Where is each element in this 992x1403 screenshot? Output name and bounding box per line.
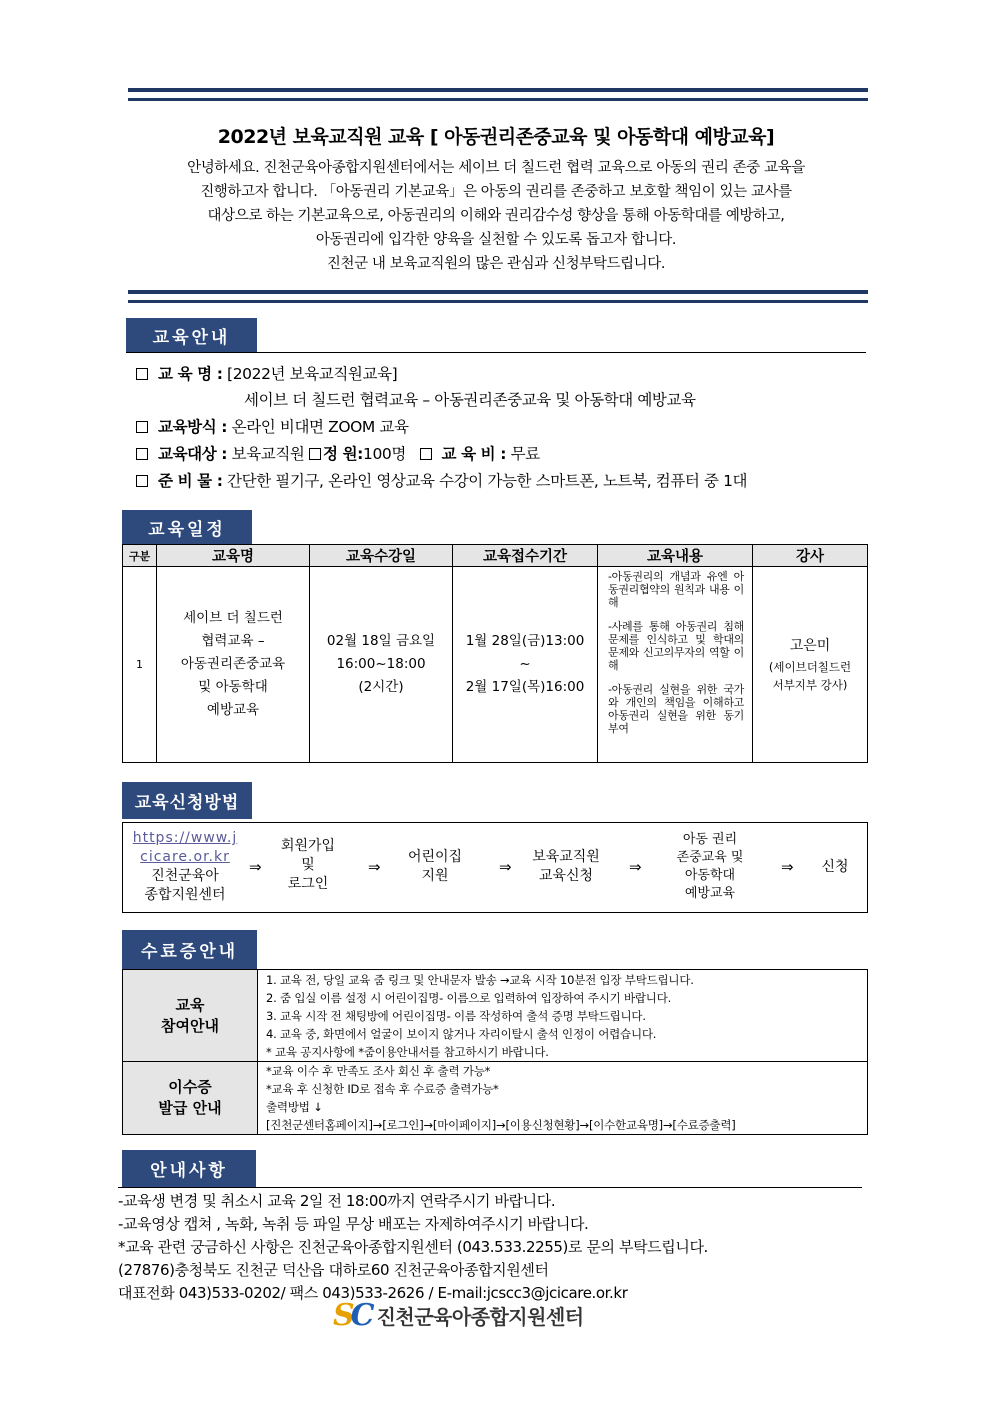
cell-line: 1월 28일(금)13:00: [465, 633, 585, 649]
table-header: 강사: [753, 545, 868, 567]
flow-text: 어린이집: [407, 849, 463, 865]
cell-teacher: [753, 567, 868, 763]
info-label: 교 육 명 :: [158, 365, 223, 383]
label-line: 이수증: [168, 1078, 212, 1096]
center-logo: [333, 1298, 584, 1333]
section-underline: [126, 352, 866, 353]
info-prep: [136, 469, 747, 491]
cell-line: 2월 17일(목)16:00: [465, 679, 585, 695]
flow-step-2: [395, 848, 475, 886]
info-label: 교육방식 :: [158, 418, 228, 436]
cell-line: 16:00~18:00: [336, 656, 426, 672]
cell-period: [453, 567, 598, 763]
info-value: 세이브 더 칠드런 협력교육 – 아동권리존중교육 및 아동학대 예방교육: [244, 391, 696, 409]
arrow-icon: ⇒: [368, 858, 381, 876]
info-label: 준 비 물 :: [158, 472, 223, 490]
flow-text: 진천군육아: [151, 868, 219, 884]
flow-text: 보육교직원: [532, 849, 600, 865]
section-underline: [118, 1187, 862, 1188]
intro-line: 아동권리에 입각한 양육을 실천할 수 있도록 돕고자 합니다.: [315, 232, 677, 248]
flow-text: 지원: [421, 868, 449, 884]
label-line: 교육: [175, 995, 205, 1014]
intro-line: 진천군 내 보육교직원의 많은 관심과 신청부탁드립니다.: [326, 256, 666, 272]
site-link[interactable]: https://www.j: [132, 830, 238, 846]
logo-mark-letter: S: [333, 1298, 351, 1333]
table-row: [123, 970, 868, 1062]
cell-line: ~: [519, 656, 531, 672]
cert-label: [123, 970, 258, 1062]
checkbox-icon: [420, 448, 432, 460]
label-line: 참여안내: [161, 1016, 219, 1035]
logo-mark-icon: [333, 1298, 371, 1333]
info-value: [2022년 보육교직원교육]: [227, 365, 398, 383]
info-value: 간단한 필기구, 온라인 영상교육 수강이 가능한 스마트폰, 노트북, 컴퓨터 중 1대: [227, 472, 748, 490]
site-link[interactable]: cicare.or.kr: [140, 849, 230, 865]
flow-text: 존중교육 및: [676, 850, 744, 865]
flow-text: 로그인: [287, 876, 329, 892]
info-method: [136, 415, 409, 437]
flow-step-5: [813, 858, 857, 877]
cell-no: 1: [123, 567, 157, 763]
table-row: [123, 1062, 868, 1135]
checkbox-icon: [309, 448, 321, 460]
notice-line: -교육생 변경 및 취소시 교육 2일 전 18:00까지 연락주시기 바랍니다.: [118, 1192, 556, 1210]
mid-rule-thin: [128, 300, 868, 303]
arrow-icon: ⇒: [249, 858, 262, 876]
cell-line: (2시간): [358, 679, 404, 695]
info-label: 정 원:: [323, 445, 363, 463]
flow-step-4: [655, 831, 765, 903]
checkbox-icon: [136, 368, 148, 380]
cell-content: [598, 567, 753, 763]
section-header-schedule: 교육일정: [122, 510, 252, 544]
cell-line: 아동권리존중교육: [180, 656, 286, 672]
cert-line: *교육 이수 후 만족도 조사 회신 후 출력 가능*: [266, 1064, 491, 1078]
info-value: 100명: [362, 445, 406, 463]
cert-line: * 교육 공지사항에 *줌이용안내서를 참고하시기 바랍니다.: [266, 1044, 549, 1059]
cert-text: [258, 970, 868, 1062]
notice-line: (27876)충청북도 진천군 덕산읍 대하로60 진천군육아종합지원센터: [118, 1261, 549, 1279]
intro-line: 안녕하세요. 진천군육아종합지원센터에서는 세이브 더 칠드런 협력 교육으로 아동의 권리 존중 교육을: [187, 160, 805, 176]
table-header: 교육수강일: [310, 545, 453, 567]
info-value: 온라인 비대면 ZOOM 교육: [231, 418, 409, 436]
section-header-guide: 교육안내: [126, 318, 257, 352]
flow-text: 아동학대: [684, 868, 736, 883]
info-value: 보육교직원: [231, 445, 305, 463]
teacher-name: 고은미: [789, 638, 831, 654]
table-header: 교육내용: [598, 545, 753, 567]
intro-line: 진행하고자 합니다. 「아동권리 기본교육」은 아동의 권리를 존중하고 보호할 책임이 있는 교사를: [200, 184, 792, 200]
cert-line: 출력방법 ↓: [266, 1100, 323, 1114]
cell-date: [310, 567, 453, 763]
cell-line: 및 아동학대: [198, 679, 268, 695]
cert-text: [258, 1062, 868, 1135]
cert-label: [123, 1062, 258, 1135]
cell-line: 협력교육 –: [201, 633, 265, 649]
content-paragraph: -사례를 통해 아동권리 침해 문제를 인식하고 및 학대의 문제와 신고의무자의 역할 이해: [608, 620, 744, 672]
info-name: [136, 362, 397, 384]
notice-line: *교육 관련 궁금하신 사항은 진천군육아종합지원센터 (043.533.2255)로 문의 부탁드립니다.: [118, 1238, 708, 1256]
flow-text: 교육신청: [538, 868, 594, 884]
top-rule-thick: [128, 88, 868, 92]
cert-line: [진천군센터홈페이지]→[로그인]→[마이페이지]→[이용신청현황]→[이수한교육명]→[수료증출력]: [266, 1118, 736, 1132]
info-label: 교육대상 :: [158, 445, 228, 463]
info-name-detail: [244, 388, 696, 410]
cert-line: 3. 교육 시작 전 채팅방에 어린이집명- 이름 작성하여 출석 증명 부탁드립니다.: [266, 1008, 646, 1023]
section-header-notice: 안내사항: [122, 1150, 256, 1187]
arrow-icon: ⇒: [629, 858, 642, 876]
section-header-cert: 수료증안내: [122, 930, 257, 969]
flow-step-3: [521, 848, 611, 886]
arrow-icon: ⇒: [499, 858, 512, 876]
cert-line: *교육 후 신청한 ID로 접속 후 수료증 출력가능*: [266, 1082, 499, 1096]
logo-mark-letter: C: [350, 1298, 371, 1333]
cert-line: 2. 줌 입실 이름 설정 시 어린이집명- 이름으로 입력하여 입장하여 주시기 바랍니다.: [266, 990, 672, 1005]
flow-step-1: [268, 837, 348, 894]
info-label: 교 육 비 :: [441, 445, 507, 463]
top-rule-thin: [128, 98, 868, 101]
intro-line: 대상으로 하는 기본교육으로, 아동권리의 이해와 권리감수성 향상을 통해 아동학대를 예방하고,: [207, 208, 785, 224]
schedule-table: [122, 544, 868, 763]
mid-rule-thick: [128, 290, 868, 294]
checkbox-icon: [136, 448, 148, 460]
info-value: 무료: [510, 445, 540, 463]
notice-line: -교육영상 캡쳐 , 녹화, 녹취 등 파일 무상 배포는 자제하여주시기 바랍니다.: [118, 1215, 589, 1233]
arrow-icon: ⇒: [781, 858, 794, 876]
section-header-apply: 교육신청방법: [122, 782, 252, 819]
flow-text: 아동 권리: [682, 832, 738, 847]
content-paragraph: -아동권리의 개념과 유엔 아동권리협약의 원칙과 내용 이해: [608, 570, 744, 609]
cell-line: 02월 18일 금요일: [326, 633, 436, 649]
table-row: [123, 567, 868, 763]
intro-text: [120, 156, 872, 276]
flow-text: 예방교육: [684, 886, 736, 901]
logo-name: 진천군육아종합지원센터: [376, 1305, 584, 1329]
flow-text: 종합지원센터: [144, 887, 226, 903]
label-line: 발급 안내: [158, 1099, 222, 1117]
page-title: 2022년 보육교직원 교육 [ 아동권리존중교육 및 아동학대 예방교육]: [217, 126, 775, 148]
table-header: 교육접수기간: [453, 545, 598, 567]
info-target: [136, 442, 540, 464]
table-header: 교육명: [157, 545, 310, 567]
cert-table: [122, 969, 868, 1135]
flow-text: 및: [301, 857, 315, 873]
checkbox-icon: [136, 421, 148, 433]
teacher-note: (세이브더칠드런: [768, 660, 852, 674]
flow-text: 회원가입: [280, 838, 336, 854]
content-paragraph: -아동권리 실현을 위한 국가와 개인의 책임을 이해하고 아동권리 실현을 위한 동기 부여: [608, 683, 744, 735]
cert-line: 1. 교육 전, 당일 교육 줌 링크 및 안내문자 발송 →교육 시작 10분전 입장 부탁드립니다.: [266, 972, 694, 987]
cert-line: 4. 교육 중, 화면에서 얼굴이 보이지 않거나 자리이탈시 출석 인정이 어렵습니다.: [266, 1026, 657, 1041]
table-header: 구분: [123, 545, 157, 567]
flow-site: [129, 829, 241, 905]
table-header-row: [123, 545, 868, 567]
apply-flow: [122, 822, 868, 913]
checkbox-icon: [136, 475, 148, 487]
cell-line: 세이브 더 칠드런: [183, 610, 283, 626]
cell-name: [157, 567, 310, 763]
flow-text: 신청: [821, 859, 849, 875]
teacher-note: 서부지부 강사): [772, 678, 848, 692]
cell-line: 예방교육: [206, 702, 260, 718]
notice-line: 대표전화 043)533-0202/ 팩스 043)533-2626 / E-mail:jcscc3@jcicare.or.kr: [118, 1284, 628, 1302]
